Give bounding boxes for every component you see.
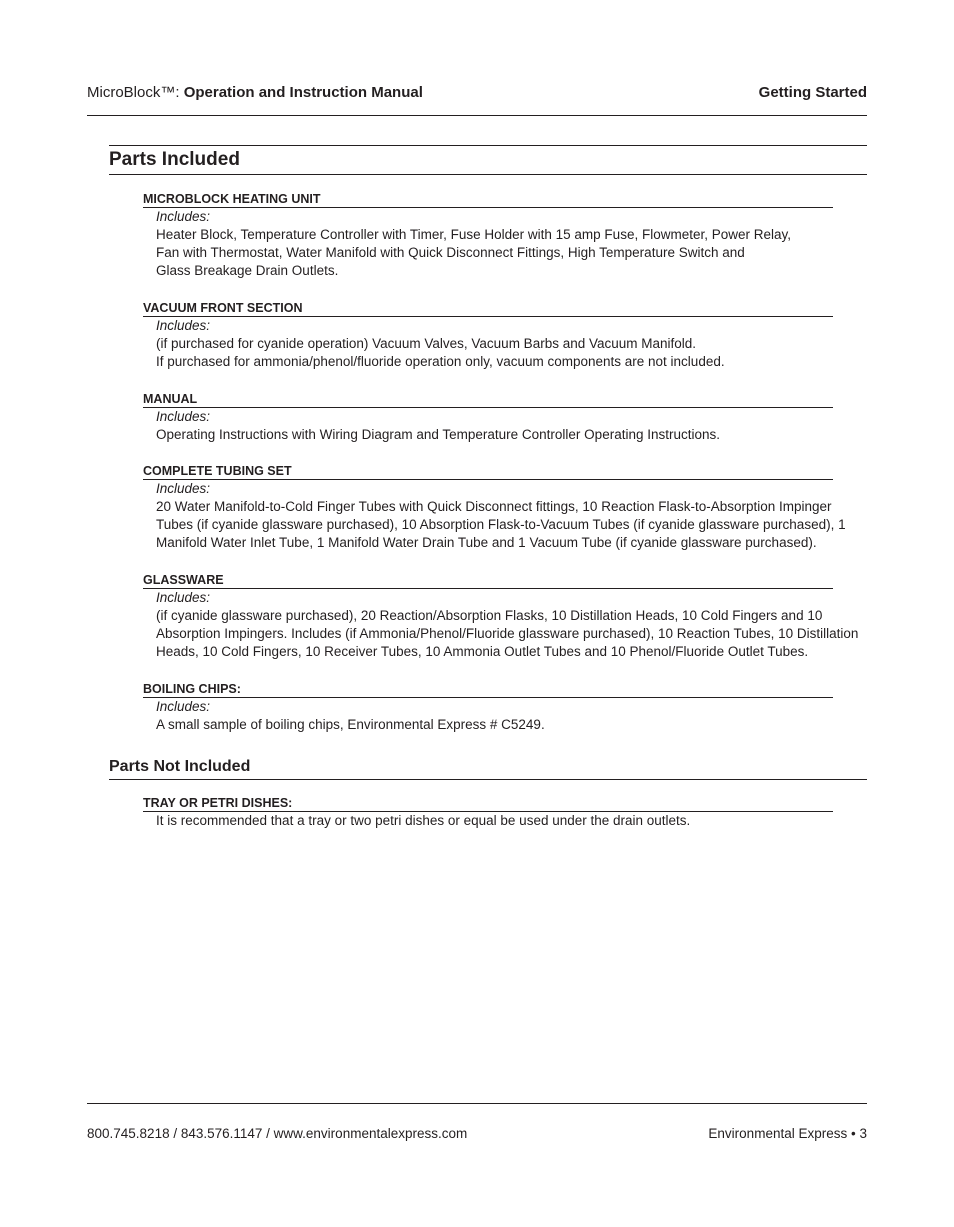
footer-contact: 800.745.8218 / 843.576.1147 / www.environmentalexpress.com xyxy=(87,1126,468,1141)
description-line: A small sample of boiling chips, Environmental Express # C5249. xyxy=(156,717,545,732)
part-block-vacuum-front xyxy=(143,301,833,371)
parts-not-included-title: Parts Not Included xyxy=(109,758,251,775)
includes-label: Includes: xyxy=(156,209,211,224)
part-description xyxy=(156,335,833,371)
header-rule xyxy=(87,115,867,116)
part-heading: TRAY OR PETRI DISHES: xyxy=(143,796,833,812)
part-heading: COMPLETE TUBING SET xyxy=(143,464,833,480)
part-block-boiling-chips xyxy=(143,682,833,734)
footer-company: Environmental Express xyxy=(708,1126,848,1141)
page-number: • 3 xyxy=(851,1126,867,1141)
description-line: Tubes (if cyanide glassware purchased), 10 Absorption Flask-to-Vacuum Tubes (if cyanide glassware purchased), 1 xyxy=(156,517,846,533)
chapter-title: Getting Started xyxy=(758,84,867,101)
includes-label: Includes: xyxy=(156,481,211,496)
description-line: Heater Block, Temperature Controller with Timer, Fuse Holder with 15 amp Fuse, Flowmeter, Power Relay, xyxy=(156,227,791,242)
manual-title-text: Operation and Instruction Manual xyxy=(183,84,423,101)
description-line: It is recommended that a tray or two petri dishes or equal be used under the drain outlets. xyxy=(156,813,691,828)
description-line: Manifold Water Inlet Tube, 1 Manifold Water Drain Tube and 1 Vacuum Tube (if cyanide glassware purchased). xyxy=(156,535,817,551)
parts-included-title: Parts Included xyxy=(109,149,240,170)
part-description xyxy=(156,812,833,830)
includes-label: Includes: xyxy=(156,409,211,424)
includes-label: Includes: xyxy=(156,590,211,605)
includes-label: Includes: xyxy=(156,699,211,714)
part-block-tray-petri xyxy=(143,796,833,830)
part-description xyxy=(156,426,833,444)
page-header xyxy=(87,84,867,104)
parts-not-included-heading xyxy=(109,757,867,780)
includes-label: Includes: xyxy=(156,318,211,333)
part-block-heating-unit xyxy=(143,192,833,281)
description-line: Glass Breakage Drain Outlets. xyxy=(156,263,339,279)
description-line: (if purchased for cyanide operation) Vacuum Valves, Vacuum Barbs and Vacuum Manifold. xyxy=(156,336,697,351)
part-heading: BOILING CHIPS: xyxy=(143,682,833,698)
part-heading: VACUUM FRONT SECTION xyxy=(143,301,833,317)
part-heading: MANUAL xyxy=(143,392,833,408)
parts-included-heading xyxy=(109,145,867,175)
description-line: (if cyanide glassware purchased), 20 Reaction/Absorption Flasks, 10 Distillation Heads, 10 Cold Fingers and 10 xyxy=(156,608,823,623)
footer-page-info xyxy=(708,1126,867,1141)
part-description xyxy=(156,226,833,281)
part-heading: MICROBLOCK HEATING UNIT xyxy=(143,192,833,208)
brand-name: MicroBlock™: xyxy=(87,84,180,101)
part-block-glassware xyxy=(143,573,859,662)
part-description xyxy=(156,716,833,734)
part-heading: GLASSWARE xyxy=(143,573,833,589)
footer-rule xyxy=(87,1103,867,1104)
description-line: Absorption Impingers. Includes (if Ammonia/Phenol/Fluoride glassware purchased), 10 Reaction Tubes, 10 Distillation xyxy=(156,626,859,642)
part-block-manual xyxy=(143,392,833,444)
part-description xyxy=(156,498,846,553)
description-line: Operating Instructions with Wiring Diagram and Temperature Controller Operating Instructions. xyxy=(156,427,721,442)
description-line: If purchased for ammonia/phenol/fluoride operation only, vacuum components are not included. xyxy=(156,354,725,370)
description-line: Fan with Thermostat, Water Manifold with Quick Disconnect Fittings, High Temperature Switch and xyxy=(156,245,745,261)
part-description xyxy=(156,607,859,662)
description-line: 20 Water Manifold-to-Cold Finger Tubes with Quick Disconnect fittings, 10 Reaction Flask-to-Absorption Impinger xyxy=(156,499,832,514)
part-block-tubing-set xyxy=(143,464,846,553)
description-line: Heads, 10 Cold Fingers, 10 Receiver Tubes, 10 Ammonia Outlet Tubes and 10 Phenol/Fluoride Outlet Tubes. xyxy=(156,644,809,660)
manual-title xyxy=(87,84,423,101)
